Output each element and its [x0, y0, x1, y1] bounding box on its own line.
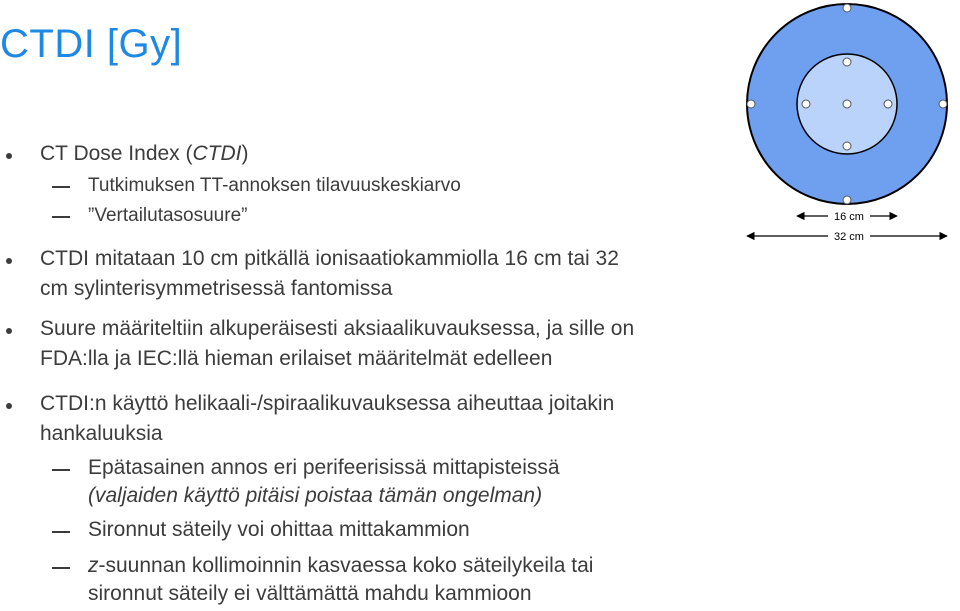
sub-item-text: Tutkimuksen TT-annoksen tilavuuskeskiarvo [88, 175, 461, 196]
bullet-dot [6, 153, 12, 159]
bullet-text-line: CTDI:n käyttö helikaali-/spiraalikuvauksessa aiheuttaa joitakin [40, 392, 615, 415]
bullet-text-ctdi: CT Dose Index (CTDI) [40, 142, 249, 165]
hole-inner-left [802, 100, 810, 108]
hole-top [843, 4, 851, 12]
hole-center [843, 100, 851, 108]
sub-dash [52, 186, 70, 188]
bullet-dot [6, 328, 12, 334]
hole-inner-bottom [843, 142, 851, 150]
hole-left [747, 100, 755, 108]
sub-dash [52, 531, 70, 533]
sub-dash [52, 216, 70, 218]
bullet-text-line: hankaluuksia [40, 422, 163, 445]
bullet-dot [6, 258, 12, 264]
hole-bottom [843, 196, 851, 204]
sub-item-text: ”Vertailutasosuure” [88, 205, 248, 226]
ctdi-phantom-diagram [740, 0, 955, 250]
bullet-text-line: Suure määriteltiin alkuperäisesti aksiaalikuvauksessa, ja sille on [40, 317, 635, 340]
sub-item-text: sironnut säteily ei välttämättä mahdu kammioon [88, 582, 532, 605]
sub-dash [52, 567, 70, 569]
sub-item-text: z-suunnan kollimoinnin kasvaessa koko säteilykeila tai [88, 554, 594, 577]
bullet-dot [6, 403, 12, 409]
bullet-text-line: CTDI mitataan 10 cm pitkällä ionisaatiokammiolla 16 cm tai 32 [40, 247, 619, 270]
dim-16cm-label: 16 cm [834, 211, 864, 223]
sub-item-text: (valjaiden käyttö pitäisi poistaa tämän ongelman) [88, 484, 543, 507]
sub-dash [52, 469, 70, 471]
hole-inner-top [843, 58, 851, 66]
bullet-text-line: FDA:lla ja IEC:llä hieman erilaiset määritelmät edelleen [40, 347, 553, 370]
hole-right [939, 100, 947, 108]
slide-title: CTDI [Gy] [0, 22, 183, 66]
sub-item-text: Sironnut säteily voi ohittaa mittakammion [88, 518, 470, 541]
sub-item-text: Epätasainen annos eri perifeerisissä mittapisteissä [88, 456, 560, 479]
bullet-text-line: cm sylinterisymmetrisessä fantomissa [40, 277, 393, 300]
hole-inner-right [884, 100, 892, 108]
dim-32cm-label: 32 cm [834, 231, 864, 243]
